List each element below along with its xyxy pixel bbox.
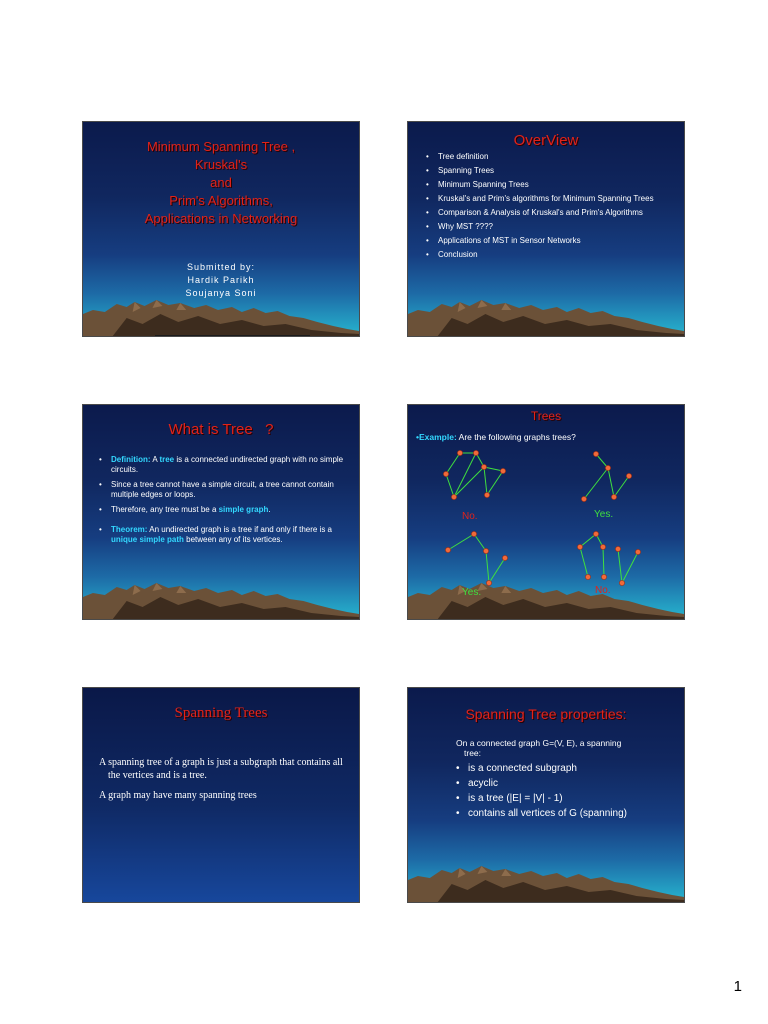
simple-graph-bullet (99, 505, 345, 515)
tree-keyword: tree (159, 455, 175, 464)
properties-title: Spanning Tree properties: (465, 706, 627, 722)
spanning-title: Spanning Trees (174, 705, 268, 721)
property-item: • acyclic (456, 777, 664, 791)
slide-spanning-trees (82, 687, 360, 903)
properties-list (456, 762, 664, 821)
submitted-block (83, 261, 359, 300)
properties-intro: On a connected graph G=(V, E), a spanning tree: (456, 738, 622, 758)
example-label: •Example: (416, 432, 457, 442)
overview-item: • Spanning Trees (426, 166, 672, 176)
overview-item: • Applications of MST in Sensor Networks (426, 236, 672, 246)
simple-graph-text-b: . (268, 505, 271, 514)
circuit-bullet: • Since a tree cannot have a simple circuit, a tree cannot contain multiple edges or loops. (99, 480, 345, 500)
spanning-note: A graph may have many spanning trees (99, 790, 257, 801)
overview-item: • Conclusion (426, 250, 672, 260)
title-line-3: and (210, 175, 232, 190)
property-item: • is a connected subgraph (456, 762, 664, 776)
simple-graph-keyword: simple graph (218, 505, 269, 514)
title-line-2: Kruskal's (194, 157, 248, 172)
slide-what-is-tree (82, 404, 360, 620)
author-2: Soujanya Soni (185, 288, 257, 298)
mountain-graphic (408, 579, 684, 619)
spanning-definition: A spanning tree of a graph is just a subgraph that contains all the vertices and is a tree. (99, 757, 343, 781)
slide-trees-example (407, 404, 685, 620)
trees-title: Trees (530, 409, 562, 423)
theorem-text-a: An undirected graph is a tree if and only if there is a (147, 525, 333, 534)
theorem-label: Theorem: (111, 525, 148, 534)
page-number: 1 (733, 978, 742, 995)
answer-graph-2: Yes. (594, 509, 614, 520)
overview-item: • Comparison & Analysis of Kruskal's and Prim's Algorithms (426, 208, 672, 218)
unique-path-keyword: unique simple path (111, 535, 184, 544)
submitted-by-label: Submitted by: (186, 262, 256, 272)
definition-label: Definition: (111, 455, 151, 464)
tree-def-list (99, 455, 345, 545)
definition-text-b: is a connected undirected graph with no simple circuits. (111, 455, 344, 474)
spanning-body (99, 756, 345, 802)
definition-bullet (99, 455, 345, 475)
theorem-bullet (99, 525, 345, 545)
title-line-4: Prim's Algorithms, (169, 193, 273, 208)
overview-item: • Why MST ???? (426, 222, 672, 232)
theorem-text-b: between any of its vertices. (183, 535, 283, 544)
overview-item: • Minimum Spanning Trees (426, 180, 672, 190)
overview-item: • Kruskal's and Prim's algorithms for Minimum Spanning Trees (426, 194, 672, 204)
slide-spanning-properties (407, 687, 685, 903)
title-line-1: Minimum Spanning Tree , (146, 139, 296, 154)
property-item: • is a tree (|E| = |V| - 1) (456, 792, 664, 806)
simple-graph-text-a: Therefore, any tree must be a (111, 505, 219, 514)
tree-def-title: What is Tree ? (168, 421, 274, 438)
overview-title: OverView (513, 132, 579, 149)
mountain-graphic (408, 296, 684, 336)
property-item: • contains all vertices of G (spanning) (456, 807, 664, 821)
overview-item: • Tree definition (426, 152, 672, 162)
slide-overview (407, 121, 685, 337)
overview-list (426, 152, 672, 260)
slide-underline (155, 335, 310, 337)
mountain-graphic (408, 862, 684, 902)
slide-title-heading (83, 138, 359, 228)
title-line-5: Applications in Networking (144, 211, 298, 226)
example-question: Are the following graphs trees? (456, 432, 576, 442)
mountain-graphic (83, 296, 359, 336)
author-1: Hardik Parikh (187, 275, 255, 285)
slide-title (82, 121, 360, 337)
definition-text-a: A (150, 455, 160, 464)
answer-graph-1: No. (462, 511, 478, 522)
answer-graph-3: Yes. (462, 587, 482, 598)
mountain-graphic (83, 579, 359, 619)
answer-graph-4: No. (595, 585, 611, 596)
